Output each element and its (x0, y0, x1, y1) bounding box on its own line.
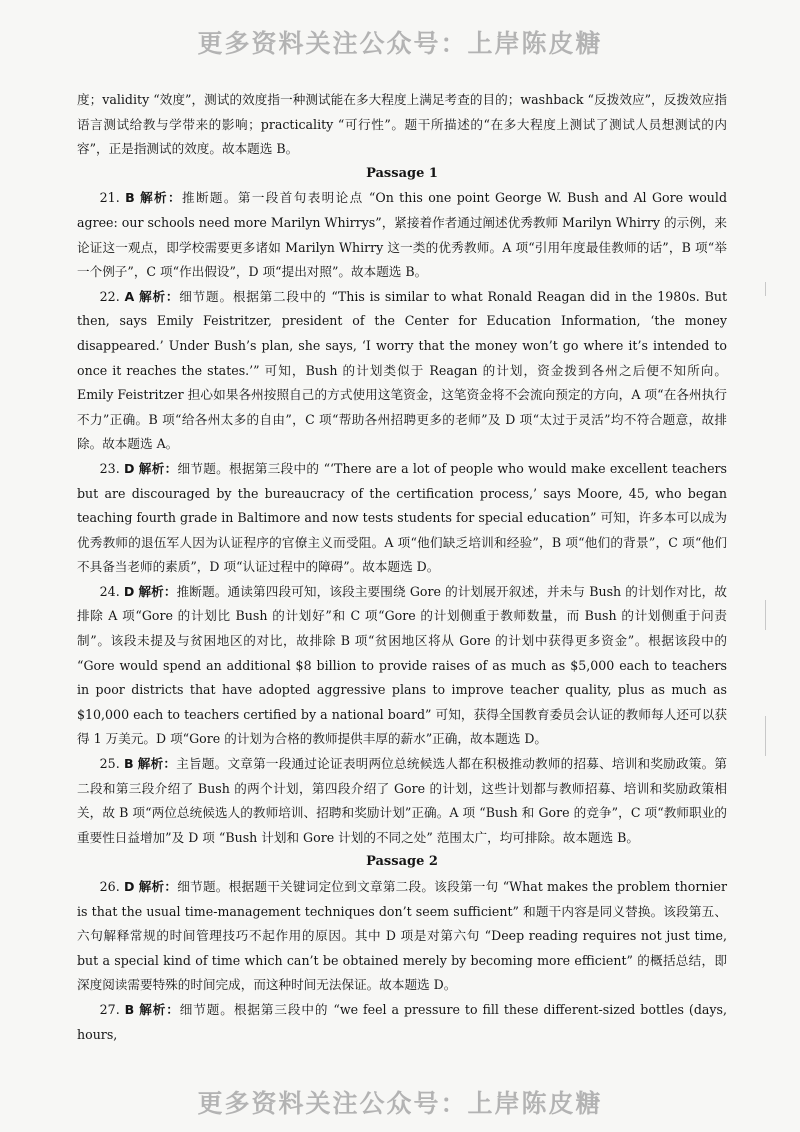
question-23 (77, 457, 727, 580)
analysis-label: 解析： (137, 756, 177, 772)
margin-mark (765, 282, 766, 296)
analysis-label: 解析： (138, 460, 178, 476)
passage-1-title: Passage 1 (366, 165, 438, 181)
question-22 (77, 285, 727, 457)
explanation-text: 主旨题。文章第一段通过论证表明两位总统候选人都在积极推动教师的招募、培训和奖励政策。第二段和第三段介绍了 Bush 的两个计划，第四段介绍了 Gore 的计划，这些计划都与教师招募、培训和奖励政策相关，故 B 项“两位总统候选人的教师培训、招聘和奖励计划”正确。A 项 “Bush 和 Gore 的竞争”，C 项“教师职业的重要性日益增加”及 D 项 “Bush 计划和 Gore 计划的不同之处” 范围太广，均可排除。故本题选 B。 (77, 756, 728, 845)
question-number: 23. (99, 460, 120, 476)
analysis-label: 解析： (138, 583, 177, 599)
answer-letter: B (124, 1001, 135, 1017)
intro-paragraph: 度；validity “效度”，测试的效度指一种测试能在多大程度上满足考查的目的；washback “反拨效应”，反拨效应指语言测试给教与学带来的影响；practicality “可行性”。题干所描述的“在多大程度上测试了测试人员想测试的内容”，正是指测试的效度。故本题选 B。 (77, 92, 727, 157)
question-number: 24. (99, 583, 120, 599)
question-27 (77, 998, 727, 1047)
explanation-text: 细节题。根据第三段中的 “‘There are a lot of people who would make excellent teachers but are discouraged by the bureaucracy of the certification process,’ says Moore, 45, who began teaching fourth grade in Baltimore and now tests students for special education” 可知，许多本可以成为优秀教师的退伍军人因为认证程序的官僚主义而受阻。A 项“他们缺乏培训和经验”，B 项“他们的背景”，C 项“他们不具备当老师的素质”，D 项“认证过程中的障碍”。故本题选 D。 (77, 460, 728, 575)
question-21 (77, 186, 727, 284)
question-number: 27. (99, 1001, 120, 1017)
explanation-text: 推断题。通读第四段可知，该段主要围绕 Gore 的计划展开叙述，并未与 Bush 的计划作对比，故排除 A 项“Gore 的计划比 Bush 的计划好”和 C 项“Gore 的计划侧重于教师数量，而 Bush 的计划侧重于问责制”。该段未提及与贫困地区的对比，故排除 B 项“贫困地区将从 Gore 的计划中获得更多资金”。根据该段中的 “Gore would spend an additional $8 billion to provide raises of as much as $5,000 each to teachers in poor districts that have adopted aggressive plans to improve teacher quality, plus as much as $10,000 each to teachers certified by a national board” 可知，获得全国教育委员会认证的教师每人还可以获得 1 万美元。D 项“Gore 的计划为合格的教师提供丰厚的薪水”正确，故本题选 D。 (77, 583, 727, 747)
answer-letter: B (125, 190, 135, 206)
watermark-bottom: 更多资料关注公众号：上岸陈皮糖 (197, 1089, 603, 1118)
question-number: 25. (99, 756, 120, 772)
explanation-text: 细节题。根据第二段中的 “This is similar to what Ronald Reagan did in the 1980s. But then, says Emily Feistritzer, president of the Center for Education Information, ‘the money disappeared.’ Under Bush’s plan, she says, ‘I worry that the money won’t go where it’s intended to once it reaches the states.’” 可知，Bush 的计划类似于 Reagan 的计划，资金拨到各州之后便不知所向。Emily Feistritzer 担心如果各州按照自己的方式使用这笔资金，这笔资金将不会流向预定的方向，A 项“在各州执行不力”正确。B 项“给各州太多的自由”，C 项“帮助各州招聘更多的老师”及 D 项“太过于灵活”均不符合题意，故排除。故本题选 A。 (77, 288, 728, 452)
answer-letter: D (123, 879, 135, 894)
explanation-text: 细节题。根据第三段中的 “we feel a pressure to fill these different-sized bottles (days, hours, (77, 1001, 727, 1042)
watermark-top: 更多资料关注公众号：上岸陈皮糖 (197, 29, 603, 58)
explanation-text: 推断题。第一段首句表明论点 “On this one point George W. Bush and Al Gore would agree: our schools need more Marilyn Whirrys”，紧接着作者通过阐述优秀教师 Marilyn Whirry 的示例，来论证这一观点，即学校需要更多诸如 Marilyn Whirry 这一类的优秀教师。A 项“引用年度最佳教师的话”，B 项“举一个例子”，C 项“作出假设”，D 项“提出对照”。故本题选 B。 (77, 190, 728, 280)
margin-mark (765, 716, 766, 756)
passage-2-title: Passage 2 (366, 854, 438, 870)
margin-mark (765, 600, 766, 630)
answer-letter: B (123, 756, 134, 772)
answer-letter: A (124, 288, 135, 304)
analysis-label: 解析： (139, 288, 180, 304)
answer-explanations (77, 88, 727, 1047)
analysis-label: 解析： (138, 879, 178, 894)
question-number: 21. (99, 190, 120, 206)
question-number: 22. (99, 288, 120, 304)
answer-letter: D (123, 583, 135, 599)
question-25 (77, 752, 727, 850)
answer-letter: D (124, 460, 135, 476)
analysis-label: 解析： (139, 1001, 180, 1017)
question-number: 26. (99, 879, 120, 894)
question-24 (77, 580, 727, 752)
question-26 (77, 875, 727, 998)
explanation-text: 细节题。根据题干关键词定位到文章第二段。该段第一句 “What makes the problem thornier is that the usual time-management techniques don’t seem sufficient” 和题干内容是同义替换。该段第五、六句解释常规的时间管理技巧不起作用的原因。其中 D 项是对第六句 “Deep reading requires not just time, but a special kind of time which can’t be obtained merely by becoming more efficient” 的概括总结，即深度阅读需要特殊的时间完成，而这种时间无法保证。故本题选 D。 (77, 879, 727, 993)
analysis-label: 解析： (140, 190, 182, 206)
